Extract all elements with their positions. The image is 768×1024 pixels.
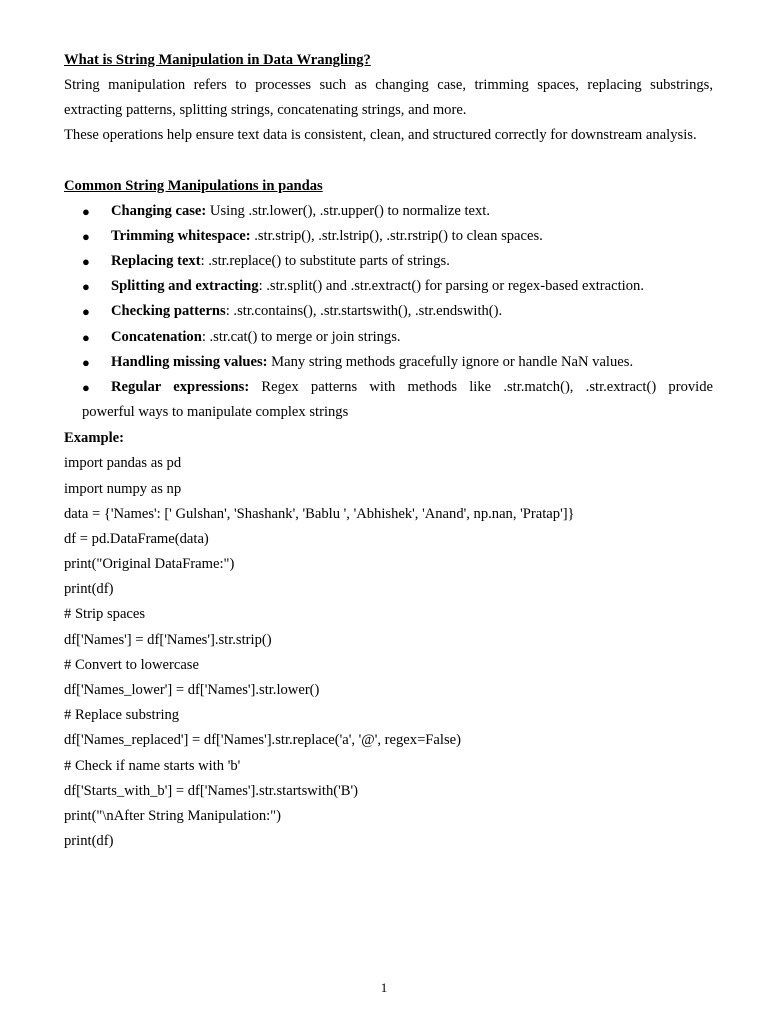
list-item-term: Changing case:: [111, 202, 207, 219]
list-item-text: .str.strip(), .str.lstrip(), .str.rstrip() to clean spaces.: [250, 227, 543, 244]
list-item: [64, 299, 713, 324]
purpose-paragraph: These operations help ensure text data is consistent, clean, and structured correctly for downstream analysis.: [64, 127, 697, 144]
intro-paragraph: String manipulation refers to processes such as changing case, trimming spaces, replacing substrings, extracting patterns, splitting strings, concatenating strings, and more.: [64, 77, 713, 119]
list-item-text: : .str.cat() to merge or join strings.: [201, 328, 401, 345]
bullet-icon: ●: [82, 253, 90, 269]
code-block: [64, 451, 713, 854]
bullet-icon: ●: [82, 329, 90, 345]
list-item-continuation: powerful ways to manipulate complex strings: [82, 404, 349, 421]
code-line: print(df): [64, 581, 114, 598]
spacer: [64, 149, 713, 174]
list-item-term: Checking patterns: [111, 303, 226, 320]
list-item-line: [111, 375, 713, 400]
list-item: [64, 375, 713, 425]
list-item: [64, 199, 713, 224]
list-item-term: Trimming whitespace:: [111, 227, 251, 244]
bullet-icon: ●: [82, 279, 90, 295]
list-item: [64, 274, 713, 299]
list-item-text: : .str.split() and .str.extract() for parsing or regex-based extraction.: [258, 278, 644, 295]
code-line: # Convert to lowercase: [64, 656, 199, 673]
list-item: [64, 350, 713, 375]
code-line: # Check if name starts with 'b': [64, 757, 241, 774]
list-item-text: Many string methods gracefully ignore or handle NaN values.: [267, 353, 634, 370]
code-line: import numpy as np: [64, 480, 182, 497]
list-item-text: : .str.contains(), .str.startswith(), .str.endswith().: [225, 303, 503, 320]
list-item: [64, 224, 713, 249]
list-item-term: Splitting and extracting: [111, 278, 259, 295]
code-line: print("\nAfter String Manipulation:"): [64, 807, 282, 824]
list-item-term: Concatenation: [111, 328, 202, 345]
section-heading-common-manipulations: Common String Manipulations in pandas: [64, 177, 323, 194]
list-item-text: Regex patterns with methods like .str.match(), .str.extract() provide: [249, 378, 713, 395]
code-line: df = pd.DataFrame(data): [64, 530, 209, 547]
code-line: df['Names_lower'] = df['Names'].str.lower(): [64, 682, 320, 699]
list-item-term: Handling missing values:: [111, 353, 268, 370]
code-line: # Strip spaces: [64, 606, 146, 623]
list-item: [64, 249, 713, 274]
list-item: [64, 325, 713, 350]
page-number: 1: [380, 980, 388, 995]
code-line: df['Starts_with_b'] = df['Names'].str.startswith('B'): [64, 782, 358, 799]
section-heading-string-manipulation: What is String Manipulation in Data Wrangling?: [64, 52, 371, 68]
list-item-term: Regular expressions:: [111, 378, 250, 395]
code-line: data = {'Names': [' Gulshan', 'Shashank', 'Bablu ', 'Abhishek', 'Anand', np.nan, 'Pratap']}: [64, 505, 575, 522]
code-line: print("Original DataFrame:"): [64, 556, 235, 573]
list-item-text: Using .str.lower(), .str.upper() to normalize text.: [206, 202, 490, 219]
bullet-icon: ●: [82, 203, 90, 219]
document-page: [64, 48, 713, 854]
code-line: df['Names_replaced'] = df['Names'].str.replace('a', '@', regex=False): [64, 732, 461, 749]
list-item-term: Replacing text: [111, 252, 201, 269]
manipulation-list: [64, 199, 713, 426]
bullet-icon: ●: [82, 379, 90, 395]
bullet-icon: ●: [82, 304, 90, 320]
bullet-icon: ●: [82, 354, 90, 370]
example-label: Example:: [64, 430, 124, 447]
code-line: df['Names'] = df['Names'].str.strip(): [64, 631, 272, 648]
code-line: print(df): [64, 833, 114, 850]
bullet-icon: ●: [82, 228, 90, 244]
list-item-text: : .str.replace() to substitute parts of strings.: [200, 252, 450, 269]
code-line: # Replace substring: [64, 707, 180, 724]
code-line: import pandas as pd: [64, 455, 182, 472]
